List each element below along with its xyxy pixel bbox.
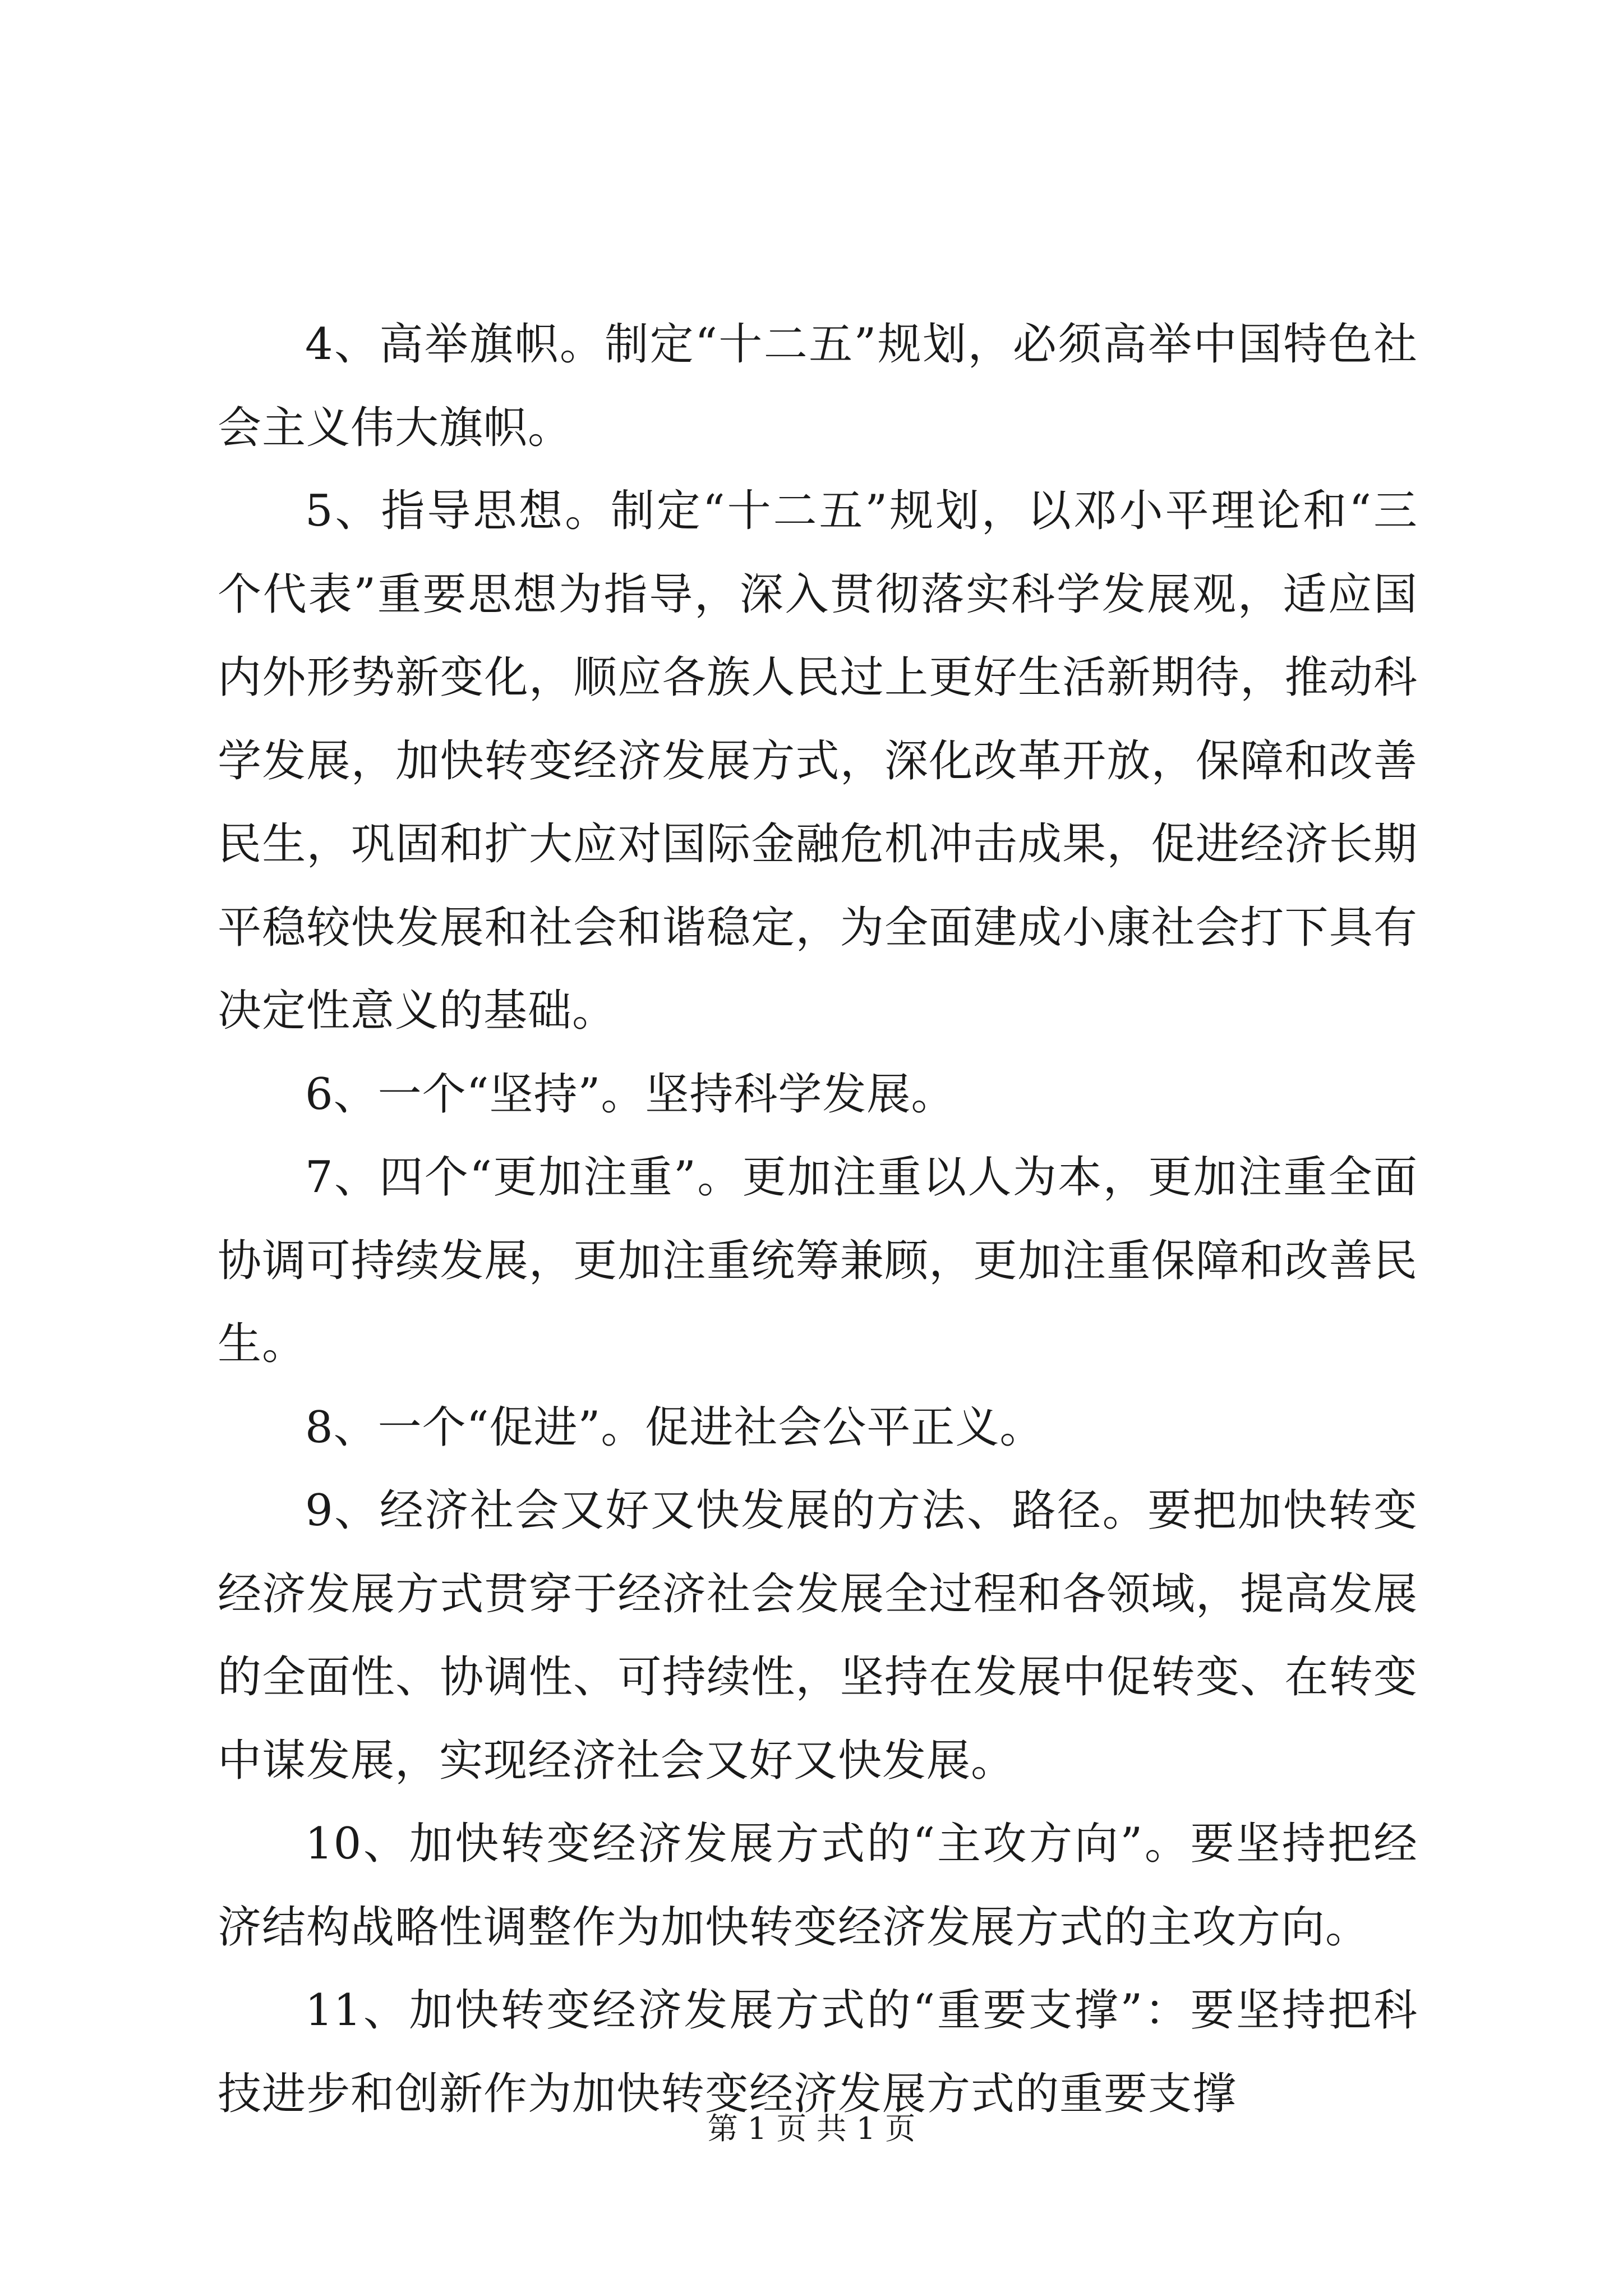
page-footer: 第 1 页 共 1 页 [707, 2111, 916, 2146]
paragraph-4: 4、高举旗帜。制定“十二五”规划，必须高举中国特色社会主义伟大旗帜。 [218, 319, 1418, 453]
paragraph-9: 9、经济社会又好又快发展的方法、路径。要把加快转变经济发展方式贯穿于经济社会发展全过程和各领域，提高发展的全面性、协调性、可持续性，坚持在发展中促转变、在转变中谋发展，实现经济社会又好又快发展。 [218, 1485, 1418, 1786]
paragraph-10: 10、加快转变经济发展方式的“主攻方向”。要坚持把经济结构战略性调整作为加快转变经济发展方式的主攻方向。 [218, 1819, 1418, 1953]
paragraph-7: 7、四个“更加注重”。更加注重以人为本，更加注重全面协调可持续发展，更加注重统筹兼顾，更加注重保障和改善民生。 [218, 1152, 1418, 1369]
paragraph-5: 5、指导思想。制定“十二五”规划，以邓小平理论和“三个代表”重要思想为指导，深入贯彻落实科学发展观，适应国内外形势新变化，顺应各族人民过上更好生活新期待，推动科学发展，加快转变经济发展方式，深化改革开放，保障和改善民生，巩固和扩大应对国际金融危机冲击成果，促进经济长期平稳较快发展和社会和谐稳定，为全面建成小康社会打下具有决定性意义的基础。 [218, 486, 1418, 1036]
document-body [218, 303, 1418, 2136]
paragraph-8: 8、一个“促进”。促进社会公平正义。 [305, 1402, 1044, 1453]
paragraph-6: 6、一个“坚持”。坚持科学发展。 [305, 1069, 956, 1120]
paragraph-11: 11、加快转变经济发展方式的“重要支撑”：要坚持把科技进步和创新作为加快转变经济发展方式的重要支撑 [218, 1985, 1418, 2119]
